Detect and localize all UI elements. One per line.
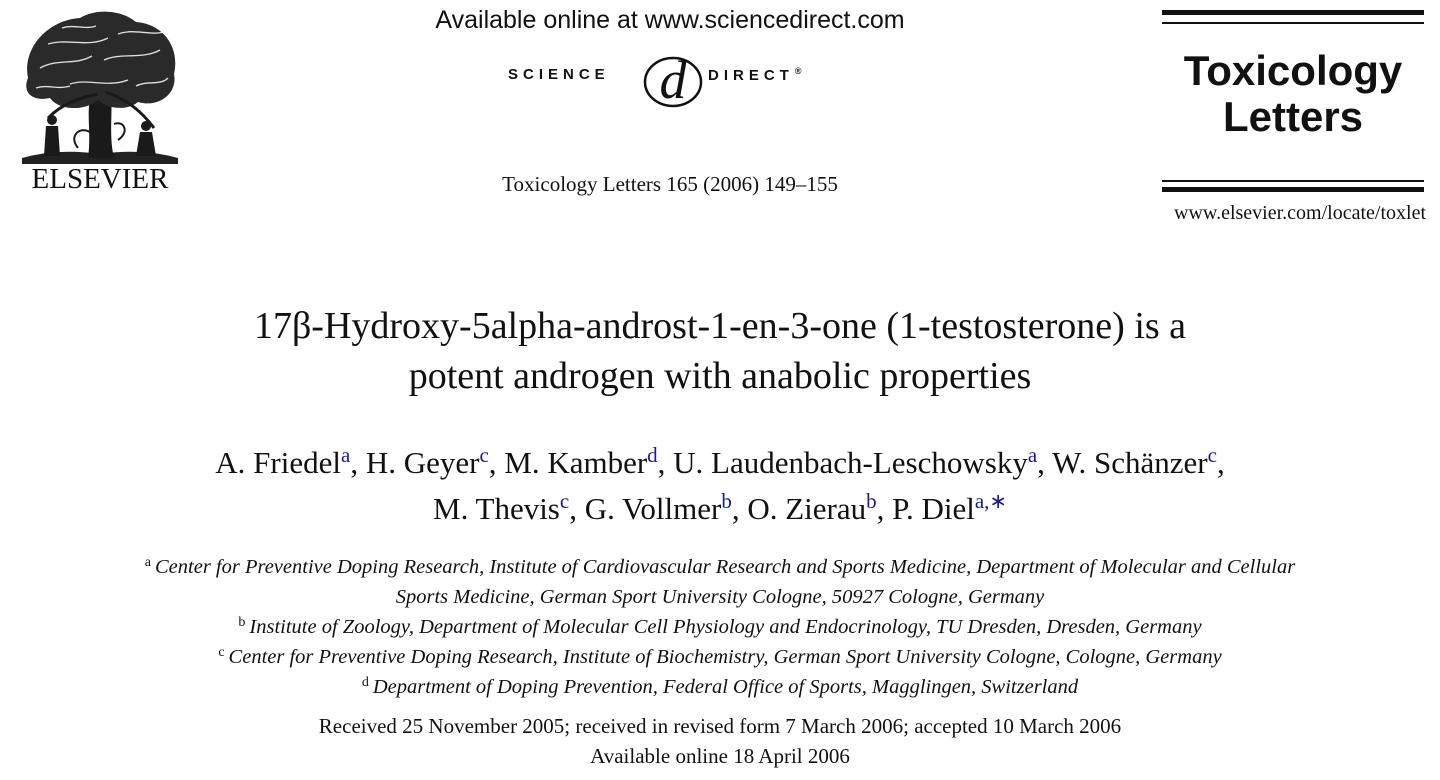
author-separator: , [350,445,366,480]
author-list [20,440,1420,532]
author [366,445,504,480]
journal-name [1160,48,1426,140]
affiliation-letter: d [361,675,369,690]
registered-mark: ® [794,66,802,76]
author [215,445,366,480]
author-affiliation-link[interactable]: b [866,489,877,513]
author-affiliation-link[interactable]: b [721,489,732,513]
elsevier-tree-logo [18,8,182,166]
article-title-line1: 17β-Hydroxy-5alpha-androst-1-en-3-one (1-testosterone) is a [253,305,1187,347]
affiliation-list [10,552,1430,702]
author-name[interactable]: H. Geyer [365,445,480,480]
journal-block [1160,10,1426,228]
author-affiliation-link[interactable]: a [1027,443,1038,467]
author [504,445,673,480]
author-affiliation-link[interactable]: c [479,443,489,467]
author-separator: , [876,491,893,526]
available-online-date: Available online 18 April 2006 [590,744,850,768]
author [585,491,748,526]
received-accepted-dates: Received 25 November 2005; received in revised form 7 March 2006; accepted 10 March 2006 [318,714,1122,738]
affiliation-letter: a [144,555,151,570]
author-name[interactable]: P. Diel [892,491,975,526]
publisher-block [14,8,186,198]
author [747,491,892,526]
affiliation-item [10,552,1430,582]
author-name[interactable]: M. Kamber [504,445,648,480]
author-affiliation-link[interactable]: a [340,443,351,467]
author-separator: , [569,491,585,526]
author-affiliation-link[interactable]: c [559,489,570,513]
affiliation-text: Center for Preventive Doping Research, Institute of Biochemistry, German Sport University Cologne, Cologne, Germany [228,646,1222,668]
affiliation-item [10,612,1430,642]
author-name[interactable]: W. Schänzer [1052,445,1208,480]
author-name[interactable]: U. Laudenbach-Leschowsky [673,445,1028,480]
author-affiliation-link[interactable]: d [647,443,658,467]
journal-bottom-rule-thick [1162,187,1424,192]
sciencedirect-logo-left-word: SCIENCE [508,66,610,83]
sciencedirect-logo-right-word-text: DIRECT [708,67,794,84]
affiliation-text: Institute of Zoology, Department of Molecular Cell Physiology and Endocrinology, TU Dresden, Dresden, Germany [249,616,1202,638]
affiliation-item [10,672,1430,702]
sciencedirect-logo-mark: d [659,50,687,110]
publisher-name: ELSEVIER [31,163,169,195]
author [1052,445,1225,480]
author-line [20,440,1420,486]
sciencedirect-logo[interactable] [500,44,840,114]
journal-top-rule-thick [1162,10,1424,15]
affiliation-item [10,642,1430,672]
article-title-line2: potent androgen with anabolic properties [408,355,1032,397]
author-name[interactable]: M. Thevis [433,491,560,526]
author-separator: , [1037,445,1053,480]
author-affiliation-link[interactable]: c [1207,443,1217,467]
author [673,445,1052,480]
affiliation-item-continuation [10,582,1430,612]
journal-name-line1: Toxicology [1183,47,1403,94]
author-name[interactable]: G. Vollmer [584,491,722,526]
affiliation-text: Department of Doping Prevention, Federal Office of Sports, Magglingen, Switzerland [372,676,1079,698]
journal-bottom-rule-thin [1162,180,1424,182]
affiliation-text: Center for Preventive Doping Research, Institute of Cardiovascular Research and Sports Medicine, Department of Molecular and Cellular [155,556,1296,578]
author-separator: , [657,445,674,480]
journal-url-link[interactable]: www.elsevier.com/locate/toxlet [1174,202,1426,224]
author-line [20,486,1420,532]
affiliation-text: Sports Medicine, German Sport University Cologne, 50927 Cologne, Germany [395,586,1045,608]
author [433,491,585,526]
journal-citation: Toxicology Letters 165 (2006) 149–155 [502,172,838,196]
corresponding-author-affiliation-link[interactable]: a,∗ [974,489,1007,513]
article-title [60,301,1380,401]
author-name[interactable]: A. Friedel [215,445,341,480]
author-separator: , [731,491,748,526]
affiliation-letter: c [218,645,225,660]
affiliation-letter: b [238,615,246,630]
article-history [70,711,1370,771]
sciencedirect-logo-right-word [708,66,801,84]
author-separator: , [1216,445,1225,480]
available-online-text[interactable]: Available online at www.sciencedirect.com [435,6,905,34]
author-name[interactable]: O. Zierau [747,491,867,526]
journal-top-rule-thin [1162,22,1424,24]
sciencedirect-at-icon [640,44,706,112]
author [892,491,1007,526]
journal-name-line2: Letters [1222,93,1364,140]
author-separator: , [488,445,505,480]
